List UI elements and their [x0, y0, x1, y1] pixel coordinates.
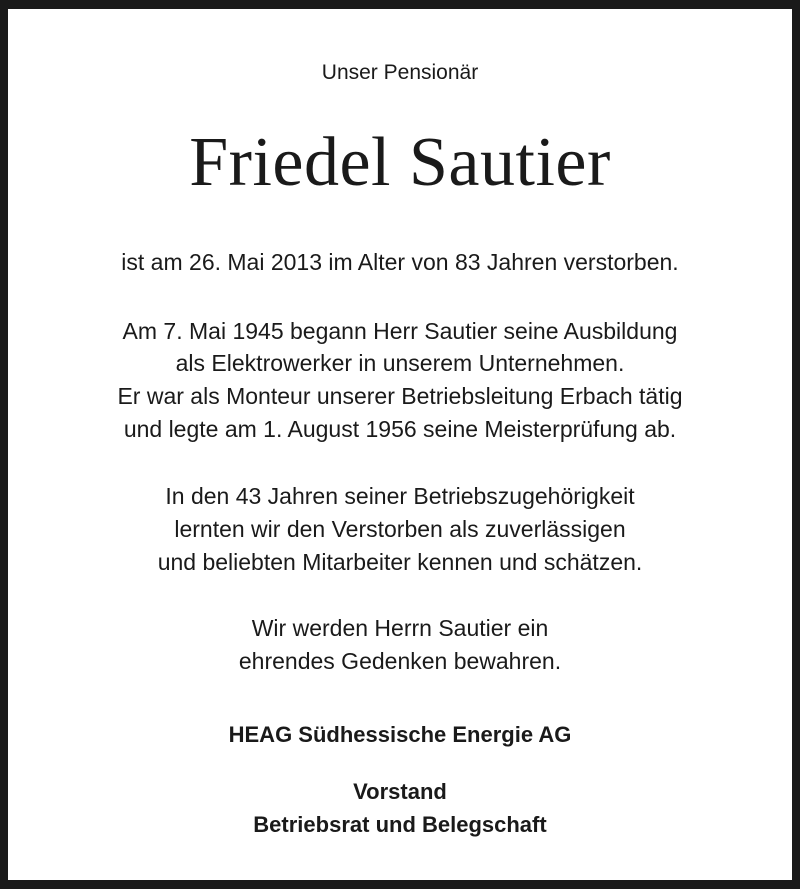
tribute-line: lernten wir den Verstorben als zuverlässigen	[174, 516, 626, 542]
remembrance-line: Wir werden Herrn Sautier ein	[251, 615, 549, 641]
career-line: und legte am 1. August 1956 seine Meisterprüfung ab.	[123, 416, 677, 442]
career-line: als Elektrowerker in unserem Unternehmen.	[175, 350, 625, 376]
company-name: HEAG Südhessische Energie AG	[228, 722, 572, 747]
tribute-line: und beliebten Mitarbeiter kennen und schätzen.	[157, 549, 643, 575]
career-line: Am 7. Mai 1945 begann Herr Sautier seine Ausbildung	[122, 318, 678, 344]
death-line: ist am 26. Mai 2013 im Alter von 83 Jahren verstorben.	[121, 249, 679, 275]
intro-line: Unser Pensionär	[321, 61, 479, 84]
tribute-line: In den 43 Jahren seiner Betriebszugehörigkeit	[165, 483, 635, 509]
deceased-name: Friedel Sautier	[189, 124, 611, 201]
remembrance-line: ehrendes Gedenken bewahren.	[238, 648, 562, 674]
signatory: Betriebsrat und Belegschaft	[253, 812, 547, 837]
career-line: Er war als Monteur unserer Betriebsleitung Erbach tätig	[117, 383, 683, 409]
signatory: Vorstand	[353, 779, 447, 804]
